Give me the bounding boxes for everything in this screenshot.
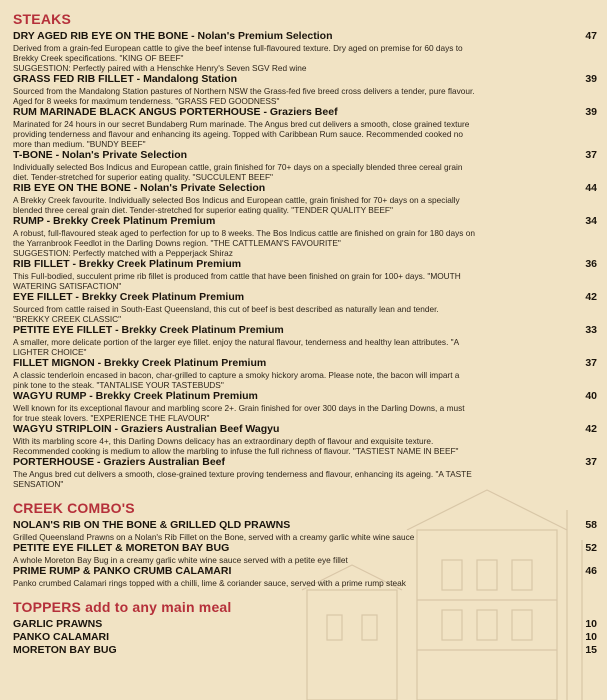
menu-item — [13, 631, 597, 644]
menu-item — [13, 519, 597, 542]
item-description-line: Aged for 8 weeks for maximum tenderness. "GRASS FED GOODNESS" — [13, 96, 280, 106]
item-description-line: Sourced from the Mandalong Station pastures of Northern NSW the Grass-fed five breed cross delivers a tender, pure flavour. — [13, 86, 475, 96]
item-description-line: SENSATION" — [13, 479, 64, 489]
item-description-line: A Brekky Creek favourite. Individually selected Bos Indicus and European cattle, grain finished for 70+ days on a specially — [13, 195, 460, 205]
section-gap — [13, 588, 597, 598]
item-description-line: Marinated for 24 hours in our secret Bundaberg Rum marinade. The Angus bred cut delivers a smooth, close grained texture — [13, 119, 470, 129]
item-name: PETITE EYE FILLET & MORETON BAY BUG — [13, 542, 230, 554]
item-name: GRASS FED RIB FILLET - Mandalong Station — [13, 73, 237, 85]
item-name: RUM MARINADE BLACK ANGUS PORTERHOUSE - Graziers Beef — [13, 106, 338, 118]
menu-item — [13, 542, 597, 565]
item-price: 52 — [585, 542, 597, 554]
menu-item — [13, 149, 597, 182]
menu-item — [13, 215, 597, 258]
menu-item — [13, 324, 597, 357]
item-price: 36 — [585, 258, 597, 270]
item-name: PETITE EYE FILLET - Brekky Creek Platinum Premium — [13, 324, 284, 336]
menu-item — [13, 30, 597, 73]
item-description-line: more than medium. "BUNDY BEEF" — [13, 139, 146, 149]
item-name: RIB FILLET - Brekky Creek Platinum Premium — [13, 258, 242, 270]
menu-section — [13, 598, 597, 657]
item-name: EYE FILLET - Brekky Creek Platinum Premium — [13, 291, 245, 303]
item-price: 33 — [585, 324, 597, 336]
item-description-line: WATERING SATISFACTION" — [13, 281, 122, 291]
menu-item — [13, 291, 597, 324]
item-description-line: A classic tenderloin encased in bacon, char-grilled to capture a smoky hickory aroma. Please note, the bacon will impart a — [13, 370, 460, 380]
item-price: 44 — [585, 182, 597, 194]
menu-item — [13, 73, 597, 106]
item-name: PRIME RUMP & PANKO CRUMB CALAMARI — [13, 565, 232, 577]
item-price: 47 — [585, 30, 597, 42]
item-price: 37 — [585, 456, 597, 468]
item-name: WAGYU RUMP - Brekky Creek Platinum Premium — [13, 390, 258, 402]
item-description-line: "BREKKY CREEK CLASSIC" — [13, 314, 122, 324]
item-description-line: pink tone to the steak. "TANTALISE YOUR TASTEBUDS" — [13, 380, 224, 390]
item-name: RIB EYE ON THE BONE - Nolan's Private Selection — [13, 182, 266, 194]
item-name: PORTERHOUSE - Graziers Australian Beef — [13, 456, 225, 468]
item-description-line: A robust, full-flavoured steak aged to perfection for up to 8 weeks. The Bos Indicus cattle are finished on grain for 180 days on — [13, 228, 475, 238]
menu-item — [13, 423, 597, 456]
item-description-line: With its marbling score 4+, this Darling Downs delicacy has an extraordinary depth of flavour and exquisite texture. — [13, 436, 434, 446]
item-name: NOLAN'S RIB ON THE BONE & GRILLED QLD PRAWNS — [13, 519, 291, 531]
item-description-line: blended three cereal grain diet. Tender-stretched for superior eating quality. "TENDER QUALITY BEEF" — [13, 205, 393, 215]
item-description-line: A whole Moreton Bay Bug in a creamy garlic white wine sauce served with a petite eye fillet — [13, 555, 348, 565]
section-gap — [13, 489, 597, 499]
menu-item — [13, 456, 597, 489]
item-description-line: Panko crumbed Calamari rings topped with a chilli, lime & coriander sauce, served with a prime rump steak — [13, 578, 406, 588]
menu-item — [13, 182, 597, 215]
menu-item — [13, 106, 597, 149]
item-name: T-BONE - Nolan's Private Selection — [13, 149, 188, 161]
item-price: 40 — [585, 390, 597, 402]
item-description-line: SUGGESTION: Perfectly matched with a Pepperjack Shiraz — [13, 248, 233, 258]
item-price: 37 — [585, 357, 597, 369]
item-name: MORETON BAY BUG — [13, 644, 117, 656]
item-description-line: Derived from a grain-fed European cattle to give the beef intense full-flavoured texture. Dry aged on premise for 60 days to — [13, 43, 463, 53]
item-price: 15 — [585, 644, 597, 656]
menu — [13, 10, 597, 657]
item-price: 10 — [585, 618, 597, 630]
item-description-line: Individually selected Bos Indicus and European cattle, grain finished for 70+ days on a specially blended three cereal grain — [13, 162, 463, 172]
item-description-line: diet. Tender-stretched for superior eating quality. "SUCCULENT BEEF" — [13, 172, 273, 182]
item-name: WAGYU STRIPLOIN - Graziers Australian Beef Wagyu — [13, 423, 280, 435]
item-price: 58 — [585, 519, 597, 531]
item-price: 37 — [585, 149, 597, 161]
item-name: GARLIC PRAWNS — [13, 618, 103, 630]
menu-item — [13, 618, 597, 631]
item-price: 42 — [585, 423, 597, 435]
item-description-line: This Full-bodied, succulent prime rib fillet is produced from cattle that have been finished on grain for 100+ days. "MOUTH — [13, 271, 461, 281]
item-name: FILLET MIGNON - Brekky Creek Platinum Premium — [13, 357, 267, 369]
menu-section — [13, 10, 597, 489]
item-description-line: for true steak lovers. "EXPERIENCE THE FLAVOUR" — [13, 413, 210, 423]
item-description-line: Grilled Queensland Prawns on a Nolan's Rib Fillet on the Bone, served with a creamy garlic white wine sauce — [13, 532, 415, 542]
section-title: TOPPERS add to any main meal — [13, 599, 232, 615]
item-price: 39 — [585, 73, 597, 85]
item-name: RUMP - Brekky Creek Platinum Premium — [13, 215, 216, 227]
menu-item — [13, 258, 597, 291]
menu-item — [13, 644, 597, 657]
item-description-line: LIGHTER CHOICE" — [13, 347, 87, 357]
menu-section — [13, 499, 597, 588]
item-description-line: providing tenderness and flavour and enhancing its ageing. Topped with Caribbean Rum sauce. Recommended cooked no — [13, 129, 464, 139]
item-description-line: the Yarranbrook Feedlot in the Darling Downs region. "THE CATTLEMAN'S FAVOURITE" — [13, 238, 341, 248]
menu-item — [13, 357, 597, 390]
item-description-line: Well known for its exceptional flavour and marbling score 2+. Grain finished for over 300 days in the Darling Downs, a must — [13, 403, 465, 413]
item-description-line: Recommended cooking is medium to allow the marbling to infuse the full richness of flavour. "TASTIEST NAME IN BEEF" — [13, 446, 459, 456]
menu-item — [13, 390, 597, 423]
item-price: 46 — [585, 565, 597, 577]
item-price: 34 — [585, 215, 597, 227]
item-name: PANKO CALAMARI — [13, 631, 110, 643]
item-description-line: Sourced from cattle raised in South-East Queensland, this cut of beef is best described as naturally lean and tender. — [13, 304, 439, 314]
item-price: 39 — [585, 106, 597, 118]
item-price: 10 — [585, 631, 597, 643]
menu-item — [13, 565, 597, 588]
section-title: CREEK COMBO'S — [13, 500, 135, 516]
item-description-line: SUGGESTION: Perfectly paired with a Henschke Henry's Seven SGV Red wine — [13, 63, 307, 73]
item-price: 42 — [585, 291, 597, 303]
item-description-line: A smaller, more delicate portion of the larger eye fillet. enjoy the natural flavour, tenderness and healthy lean attributes. "A — [13, 337, 460, 347]
item-description-line: The Angus bred cut delivers a smooth, close-grained texture proving tenderness and flavour, enhancing its ageing. "A TASTE — [13, 469, 472, 479]
item-description-line: Brekky Creek specifications. "KING OF BEEF" — [13, 53, 184, 63]
section-title: STEAKS — [13, 11, 71, 27]
item-name: DRY AGED RIB EYE ON THE BONE - Nolan's Premium Selection — [13, 30, 333, 42]
